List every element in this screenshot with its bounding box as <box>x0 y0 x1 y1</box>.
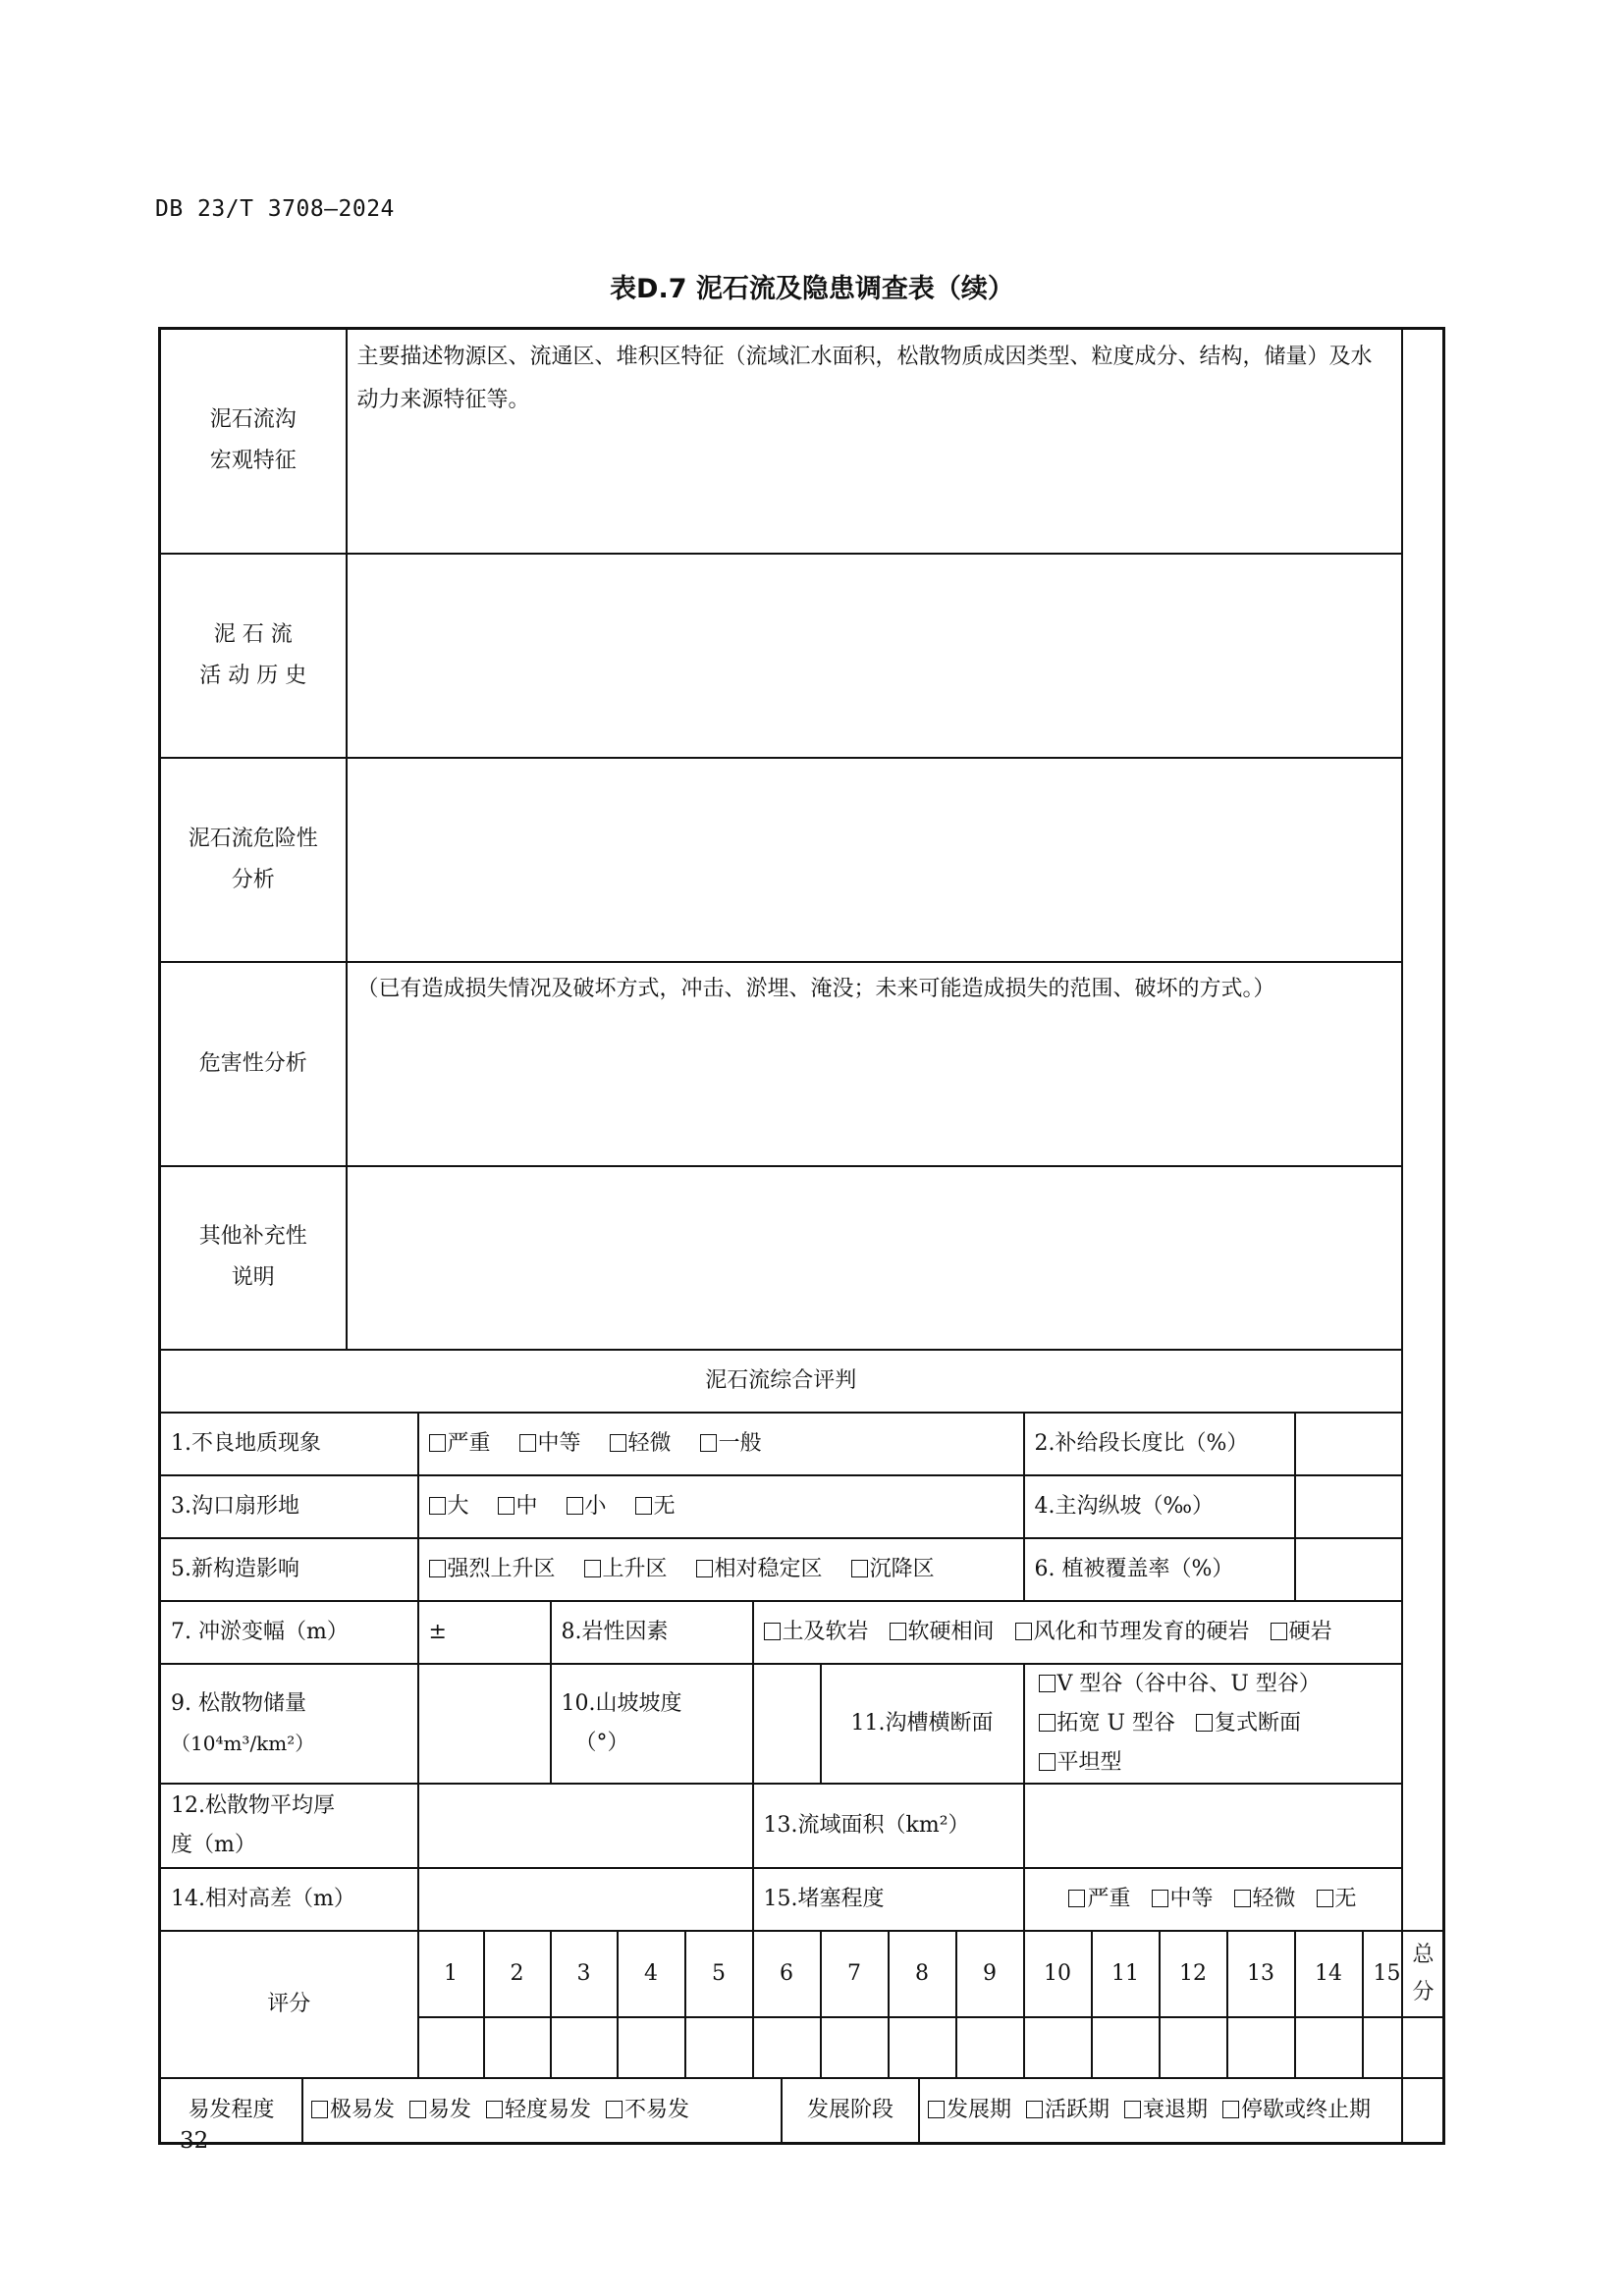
score-label: 评分 <box>160 1931 418 2078</box>
checkbox-icon <box>606 2101 623 2118</box>
score-col-header: 5 <box>685 1931 753 2017</box>
f8-option[interactable]: 硬岩 <box>1271 1620 1332 1644</box>
history-field[interactable] <box>347 554 1402 758</box>
f10-label: 10.山坡坡度 （°） <box>551 1664 753 1784</box>
table-title: 表D.7 泥石流及隐患调查表（续） <box>610 274 1014 304</box>
f15-label: 15.堵塞程度 <box>753 1868 1024 1931</box>
danger-row <box>160 758 1444 962</box>
score-total-header: 总 分 <box>1402 1931 1444 2017</box>
checkbox-icon <box>764 1623 781 1640</box>
eval-row-9 <box>160 1664 1444 1784</box>
checkbox-icon <box>1234 1890 1251 1907</box>
final-row-cell <box>160 2078 1402 2144</box>
f3-option[interactable]: 中 <box>498 1494 538 1519</box>
checkbox-icon <box>409 2101 426 2118</box>
f6-label: 6. 植被覆盖率（%） <box>1024 1538 1295 1601</box>
checkbox-icon <box>928 2101 945 2118</box>
checkbox-icon <box>1039 1714 1056 1732</box>
f14-label: 14.相对高差（m） <box>160 1868 418 1931</box>
score-cell[interactable] <box>418 2017 484 2078</box>
f13-value[interactable] <box>1024 1784 1402 1868</box>
f7-value[interactable]: ± <box>418 1601 551 1664</box>
score-cell[interactable] <box>1295 2017 1363 2078</box>
f5-option[interactable]: 上升区 <box>584 1557 668 1581</box>
score-col-header: 8 <box>889 1931 956 2017</box>
susceptibility-options <box>302 2079 782 2142</box>
score-cell[interactable] <box>1024 2017 1092 2078</box>
hazard-row <box>160 962 1444 1166</box>
checkbox-icon <box>696 1560 713 1577</box>
f7-label: 7. 冲淤变幅（m） <box>160 1601 418 1664</box>
checkbox-icon <box>1222 2101 1239 2118</box>
f9-label: 9. 松散物储量 （10⁴m³/km²） <box>160 1664 418 1784</box>
f8-option[interactable]: 风化和节理发育的硬岩 <box>1015 1620 1250 1644</box>
checkbox-icon <box>1039 1675 1056 1692</box>
susceptibility-option[interactable]: 极易发 <box>311 2098 395 2122</box>
f11-option[interactable]: V 型谷（谷中谷、U 型谷） <box>1039 1672 1321 1696</box>
f12-value[interactable] <box>418 1784 753 1868</box>
stage-option[interactable]: 停歇或终止期 <box>1222 2098 1371 2122</box>
hazard-field[interactable] <box>347 962 1402 1166</box>
eval-row-12 <box>160 1784 1444 1868</box>
susceptibility-option[interactable]: 易发 <box>409 2098 471 2122</box>
score-cell[interactable] <box>889 2017 956 2078</box>
macro-row <box>160 329 1444 554</box>
checkbox-icon <box>429 1434 446 1452</box>
f11-label: 11.沟槽横断面 <box>821 1664 1024 1784</box>
standard-code: DB 23/T 3708—2024 <box>155 196 395 222</box>
score-col-header: 9 <box>956 1931 1024 2017</box>
score-col-header: 10 <box>1024 1931 1092 2017</box>
danger-field[interactable] <box>347 758 1402 962</box>
history-row <box>160 554 1444 758</box>
score-cell[interactable] <box>551 2017 618 2078</box>
f8-options <box>753 1601 1402 1664</box>
final-row-table <box>161 2079 1448 2142</box>
f9-value[interactable] <box>418 1664 551 1784</box>
checkbox-icon <box>1317 1890 1333 1907</box>
checkbox-icon <box>498 1497 514 1515</box>
checkbox-icon <box>311 2101 328 2118</box>
score-col-header: 7 <box>821 1931 889 2017</box>
f1-option[interactable]: 一般 <box>700 1431 762 1456</box>
f15-option[interactable]: 无 <box>1317 1887 1357 1911</box>
f10-value[interactable] <box>753 1664 821 1784</box>
f15-option[interactable]: 中等 <box>1152 1887 1214 1911</box>
score-cell[interactable] <box>1160 2017 1227 2078</box>
score-cell[interactable] <box>753 2017 821 2078</box>
eval-row-14 <box>160 1868 1444 1931</box>
checkbox-icon <box>584 1560 601 1577</box>
f12-label: 12.松散物平均厚 度（m） <box>160 1784 418 1868</box>
f5-option[interactable]: 强烈上升区 <box>429 1557 556 1581</box>
score-col-header: 4 <box>618 1931 685 2017</box>
f1-option[interactable]: 轻微 <box>610 1431 672 1456</box>
f3-options <box>418 1475 1024 1538</box>
f4-value[interactable] <box>1295 1475 1402 1538</box>
f13-label: 13.流域面积（km²） <box>753 1784 1024 1868</box>
checkbox-icon <box>851 1560 868 1577</box>
f1-option[interactable]: 中等 <box>519 1431 581 1456</box>
f1-label: 1.不良地质现象 <box>160 1413 418 1475</box>
checkbox-icon <box>890 1623 906 1640</box>
score-cell[interactable] <box>956 2017 1024 2078</box>
f3-option[interactable]: 无 <box>635 1494 676 1519</box>
score-col-header: 12 <box>1160 1931 1227 2017</box>
f11-option[interactable]: 平坦型 <box>1039 1750 1122 1775</box>
score-col-header: 15 <box>1363 1931 1402 2017</box>
f15-option[interactable]: 轻微 <box>1234 1887 1296 1911</box>
survey-table <box>158 327 1445 2145</box>
score-col-header: 2 <box>484 1931 551 2017</box>
f15-options <box>1024 1868 1402 1931</box>
f15-option[interactable]: 严重 <box>1068 1887 1130 1911</box>
checkbox-icon <box>635 1497 652 1515</box>
f4-label: 4.主沟纵坡（‰） <box>1024 1475 1295 1538</box>
f3-option[interactable]: 小 <box>567 1494 607 1519</box>
hazard-label: 危害性分析 <box>160 962 347 1166</box>
eval-row-5 <box>160 1538 1444 1601</box>
score-col-header: 6 <box>753 1931 821 2017</box>
score-cell[interactable] <box>1092 2017 1160 2078</box>
score-cell[interactable] <box>821 2017 889 2078</box>
danger-label: 泥石流危险性 分析 <box>160 758 347 962</box>
f5-option[interactable]: 相对稳定区 <box>696 1557 823 1581</box>
checkbox-icon <box>1124 2101 1141 2118</box>
history-label: 泥 石 流 活 动 历 史 <box>160 554 347 758</box>
score-cell[interactable] <box>1363 2017 1402 2078</box>
f5-options <box>418 1538 1024 1601</box>
f2-value[interactable] <box>1295 1413 1402 1475</box>
checkbox-icon <box>700 1434 717 1452</box>
checkbox-icon <box>1271 1623 1287 1640</box>
checkbox-icon <box>610 1434 626 1452</box>
f8-option[interactable]: 软硬相间 <box>890 1620 995 1644</box>
score-cell[interactable] <box>618 2017 685 2078</box>
susceptibility-option[interactable]: 轻度易发 <box>486 2098 591 2122</box>
stage-label: 发展阶段 <box>782 2079 919 2142</box>
macro-field[interactable] <box>347 329 1402 554</box>
eval-row-1 <box>160 1413 1444 1475</box>
susceptibility-option[interactable]: 不易发 <box>606 2098 689 2122</box>
f11-option[interactable]: 复式断面 <box>1196 1711 1301 1735</box>
checkbox-icon <box>1026 2101 1043 2118</box>
score-cell[interactable] <box>1227 2017 1295 2078</box>
final-row <box>160 2078 1444 2144</box>
score-col-header: 1 <box>418 1931 484 2017</box>
f3-option[interactable]: 大 <box>429 1494 469 1519</box>
score-cell[interactable] <box>685 2017 753 2078</box>
evaluation-title: 泥石流综合评判 <box>160 1350 1402 1413</box>
susceptibility-label: 易发程度 <box>161 2079 302 2142</box>
score-cell[interactable] <box>484 2017 551 2078</box>
score-col-header: 13 <box>1227 1931 1295 2017</box>
other-row <box>160 1166 1444 1350</box>
f6-value[interactable] <box>1295 1538 1402 1601</box>
eval-row-7 <box>160 1601 1444 1664</box>
f1-options <box>418 1413 1024 1475</box>
other-field[interactable] <box>347 1166 1402 1350</box>
f5-option[interactable]: 沉降区 <box>851 1557 935 1581</box>
checkbox-icon <box>429 1497 446 1515</box>
page-number: 32 <box>180 2128 209 2154</box>
f11-option[interactable]: 拓宽 U 型谷 <box>1039 1711 1176 1735</box>
stage-option[interactable]: 发展期 <box>928 2098 1011 2122</box>
checkbox-icon <box>1152 1890 1168 1907</box>
checkbox-icon <box>519 1434 536 1452</box>
f3-label: 3.沟口扇形地 <box>160 1475 418 1538</box>
checkbox-icon <box>567 1497 583 1515</box>
checkbox-icon <box>1039 1753 1056 1771</box>
checkbox-icon <box>429 1560 446 1577</box>
score-header-row <box>160 1931 1444 2017</box>
checkbox-icon <box>1068 1890 1085 1907</box>
checkbox-icon <box>1015 1623 1032 1640</box>
checkbox-icon <box>486 2101 503 2118</box>
f8-label: 8.岩性因素 <box>551 1601 753 1664</box>
score-total-cell[interactable] <box>1402 2017 1444 2078</box>
f5-label: 5.新构造影响 <box>160 1538 418 1601</box>
stage-options <box>919 2079 1448 2142</box>
f2-label: 2.补给段长度比（%） <box>1024 1413 1295 1475</box>
stage-option[interactable]: 衰退期 <box>1124 2098 1208 2122</box>
f1-option[interactable]: 严重 <box>429 1431 491 1456</box>
macro-note: 主要描述物源区、流通区、堆积区特征（流域汇水面积，松散物质成因类型、粒度成分、结构，储量）及水动力来源特征等。 <box>356 345 1373 412</box>
checkbox-icon <box>1196 1714 1213 1732</box>
other-label: 其他补充性 说明 <box>160 1166 347 1350</box>
hazard-note: （已有造成损失情况及破坏方式，冲击、淤埋、淹没；未来可能造成损失的范围、破坏的方式。） <box>356 976 1275 1001</box>
eval-row-3 <box>160 1475 1444 1538</box>
stage-option[interactable]: 活跃期 <box>1026 2098 1110 2122</box>
f11-options <box>1024 1664 1402 1784</box>
score-col-header: 3 <box>551 1931 618 2017</box>
macro-label: 泥石流沟 宏观特征 <box>160 329 347 554</box>
score-col-header: 11 <box>1092 1931 1160 2017</box>
f14-value[interactable] <box>418 1868 753 1931</box>
f8-option[interactable]: 土及软岩 <box>764 1620 869 1644</box>
score-col-header: 14 <box>1295 1931 1363 2017</box>
